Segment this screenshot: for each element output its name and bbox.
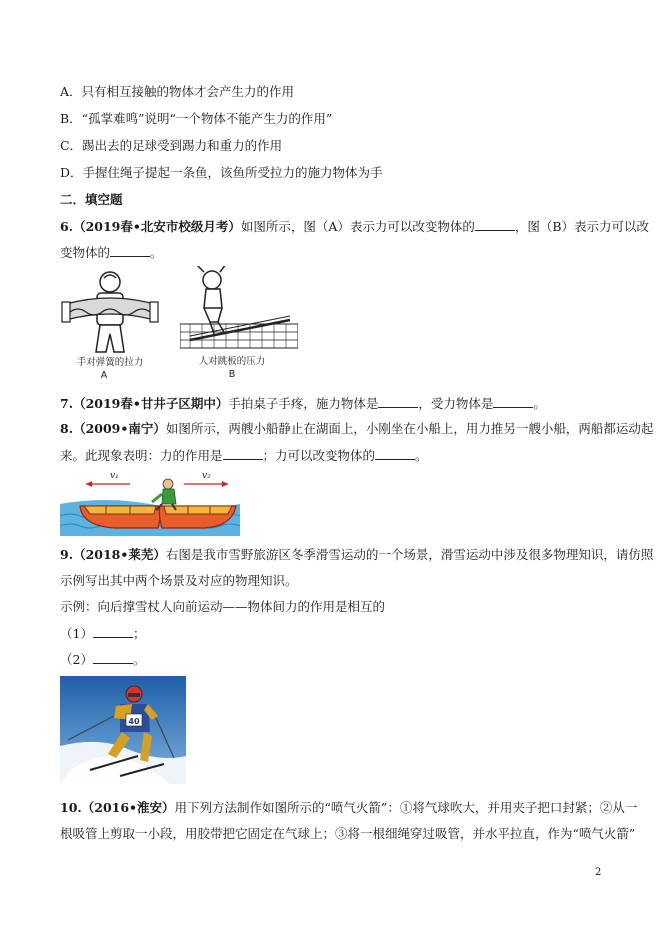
section-title: 二．填空题 xyxy=(60,192,123,207)
q8-text-a: 如图所示，两艘小船静止在湖面上，小刚坐在小船上，用力推另一艘小船，两船都运动起 xyxy=(165,421,654,436)
q6-text-b: ，图（B）表示力可以改 xyxy=(514,219,650,234)
q6-number: 6. xyxy=(60,219,74,234)
q8-line2-text-a: 来。此现象表明：力的作用是 xyxy=(60,448,223,463)
q8-line1 xyxy=(60,421,653,437)
q7-text-a: 手拍桌子手疼，施力物体是 xyxy=(228,396,379,411)
q8-number: 8. xyxy=(60,421,74,436)
q6-fig-a-caption: 手对弹簧的拉力 xyxy=(76,357,144,368)
q6-figure-a xyxy=(60,268,160,380)
option-c: C．踢出去的足球受到踢力和重力的作用 xyxy=(60,138,283,153)
q9-item2-end: 。 xyxy=(132,652,146,667)
q10-source: （2016•淮安） xyxy=(81,800,175,815)
q9-item1-end: ； xyxy=(132,626,146,641)
q6-line2-end: 。 xyxy=(150,245,163,260)
q7-line xyxy=(60,395,546,412)
v1-label: v₁ xyxy=(110,471,119,481)
q9-source: （2018•莱芜） xyxy=(73,547,166,562)
q7-source: （2019春•甘井子区期中） xyxy=(73,396,229,411)
q7-blank-1 xyxy=(378,395,418,408)
q10-number: 10. xyxy=(60,800,82,815)
q6-line2 xyxy=(60,244,163,261)
diving-board-icon xyxy=(190,320,290,340)
option-b: B．“孤掌难鸣”说明“一个物体不能产生力的作用” xyxy=(60,111,333,126)
option-a: A．只有相互接触的物体才会产生力的作用 xyxy=(60,84,295,99)
q8-line2-end: 。 xyxy=(415,448,428,463)
q9-item2 xyxy=(60,651,145,668)
q10-line2: 根吸管上剪取一小段，用胶带把它固定在气球上；③将一根细绳穿过吸管，并水平拉直，作为“喷气火箭” xyxy=(60,826,636,841)
option-d: D．手握住绳子提起一条鱼，该鱼所受拉力的施力物体为手 xyxy=(60,165,383,180)
q9-line1 xyxy=(60,547,653,563)
q9-item1 xyxy=(60,625,145,642)
page-number: 2 xyxy=(595,867,602,878)
q6-fig-a-label: A xyxy=(100,370,108,380)
q8-line2 xyxy=(60,447,428,464)
q7-end: 。 xyxy=(533,396,546,411)
q10-line1 xyxy=(60,800,637,816)
q8-boats-figure xyxy=(60,466,240,536)
q6-blank-1 xyxy=(475,218,515,231)
q7-number: 7. xyxy=(60,396,74,411)
q9-item2-label: （2） xyxy=(60,652,93,667)
q6-figure-b xyxy=(180,266,298,380)
q6-blank-2 xyxy=(110,244,150,257)
q8-blank-1 xyxy=(223,447,263,460)
q9-skier-photo xyxy=(60,676,186,784)
q9-item1-label: （1） xyxy=(60,626,93,641)
q9-text-a: 右图是我市雪野旅游区冬季滑雪运动的一个场景，滑雪运动中涉及很多物理知识，请仿照 xyxy=(165,547,654,562)
q9-blank-1 xyxy=(93,625,133,638)
q9-example: 示例：向后撑雪杖人向前运动——物体间力的作用是相互的 xyxy=(60,599,386,614)
q8-source: （2009•南宁） xyxy=(73,421,166,436)
q6-text-a: 如图所示，图（A）表示力可以改变物体的 xyxy=(240,219,475,234)
q9-line2: 示例写出其中两个场景及对应的物理知识。 xyxy=(60,573,298,588)
q8-blank-2 xyxy=(375,447,415,460)
skier-bib-number: 40 xyxy=(128,717,140,726)
q9-number: 9. xyxy=(60,547,74,562)
q8-line2-text-b: ；力可以改变物体的 xyxy=(262,448,376,463)
q9-blank-2 xyxy=(93,651,133,664)
q6-source: （2019春•北安市校级月考） xyxy=(73,219,241,234)
q7-blank-2 xyxy=(493,395,533,408)
q10-text-a: 用下列方法制作如图所示的“喷气火箭”：①将气球吹大，并用夹子把口封紧；②从一 xyxy=(174,800,638,815)
q6-line1 xyxy=(60,218,649,235)
q7-text-b: ，受力物体是 xyxy=(418,396,494,411)
q6-fig-b-label: B xyxy=(228,369,236,380)
v2-label: v₂ xyxy=(202,471,211,481)
diver-head-icon xyxy=(203,271,221,289)
q6-line2-text: 变物体的 xyxy=(60,245,111,260)
q6-fig-b-caption: 人对跳板的压力 xyxy=(198,356,266,367)
boy-head-icon xyxy=(163,479,173,489)
